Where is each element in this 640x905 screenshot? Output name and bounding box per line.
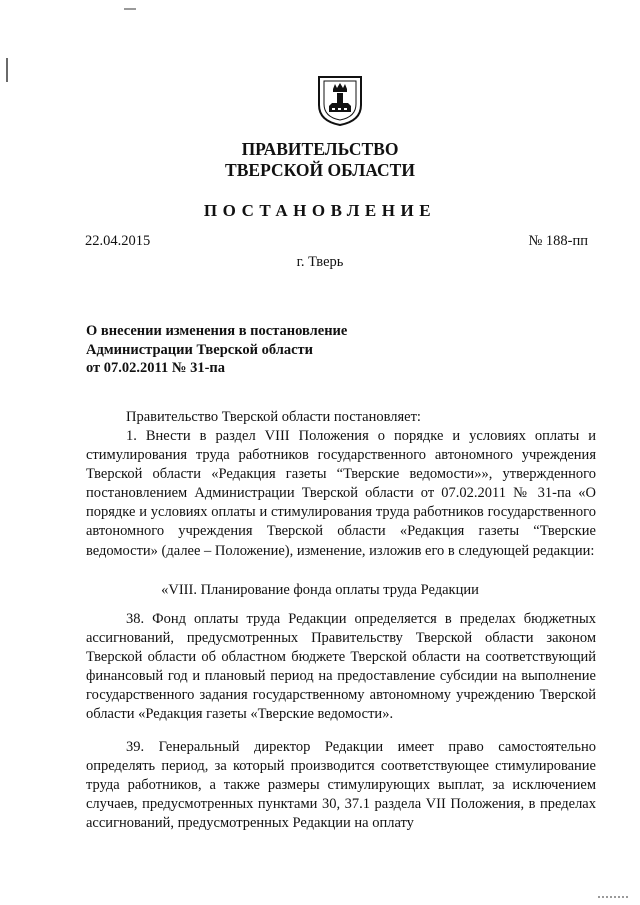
subject-line2: Администрации Тверской области <box>86 341 314 358</box>
document-type-heading: ПОСТАНОВЛЕНИЕ <box>203 201 437 220</box>
paragraph-38: 38. Фонд оплаты труда Редакции определяется в пределах бюджетных ассигнований, предусмотренных Правительству Тверской области законом Тверской области об областном бюджете Тверской области на соответствующий финансовый год и плановый период на предоставление субсидии на выполнение государственного задания государственному автономному учреждению Тверской области «Редакция газеты «Тверские ведомости». <box>86 611 596 723</box>
subject-line3: от 07.02.2011 № 31-па <box>86 360 226 376</box>
document-subject <box>86 322 347 378</box>
item-1-paragraph: 1. Внести в раздел VIII Положения о порядке и условиях оплаты и стимулирования труда работников государственного автономного учреждения Тверской области «Редакция газеты “Тверские ведомости»», утвержденного постановлением Администрации Тверской области от 07.02.2011 № 31-па «О порядке и условиях оплаты и стимулирования труда работников государственного автономного учреждения Тверской области «Редакция газеты “Тверские ведомости» (далее – Положение), изменение, изложив его в следующей редакции: <box>86 428 596 559</box>
tver-region-coat-of-arms-icon <box>317 75 363 127</box>
document-date: 22.04.2015 <box>85 233 151 249</box>
subject-line1: О внесении изменения в постановление <box>86 323 348 339</box>
government-name-line1: ПРАВИТЕЛЬСТВО <box>241 139 399 159</box>
scan-artifact-bottom <box>598 896 628 900</box>
section-viii-heading: «VIII. Планирование фонда оплаты труда Редакции <box>161 582 479 598</box>
scan-artifact-top <box>124 8 136 10</box>
government-name-line2: ТВЕРСКОЙ ОБЛАСТИ <box>225 160 415 180</box>
document-number: № 188-пп <box>528 233 588 249</box>
paragraph-39: 39. Генеральный директор Редакции имеет право самостоятельно определять период, за который производится соответствующее стимулирование труда работников, а также размеры стимулирующих выплат, за исключением случаев, предусмотренных пунктами 30, 37.1 раздела VII Положения, в пределах ассигнований, предусмотренных Редакции на оплату <box>86 739 596 832</box>
intro-paragraph: Правительство Тверской области постановляет: <box>126 409 421 425</box>
document-city: г. Тверь <box>296 254 344 270</box>
scan-artifact-left <box>6 58 8 82</box>
